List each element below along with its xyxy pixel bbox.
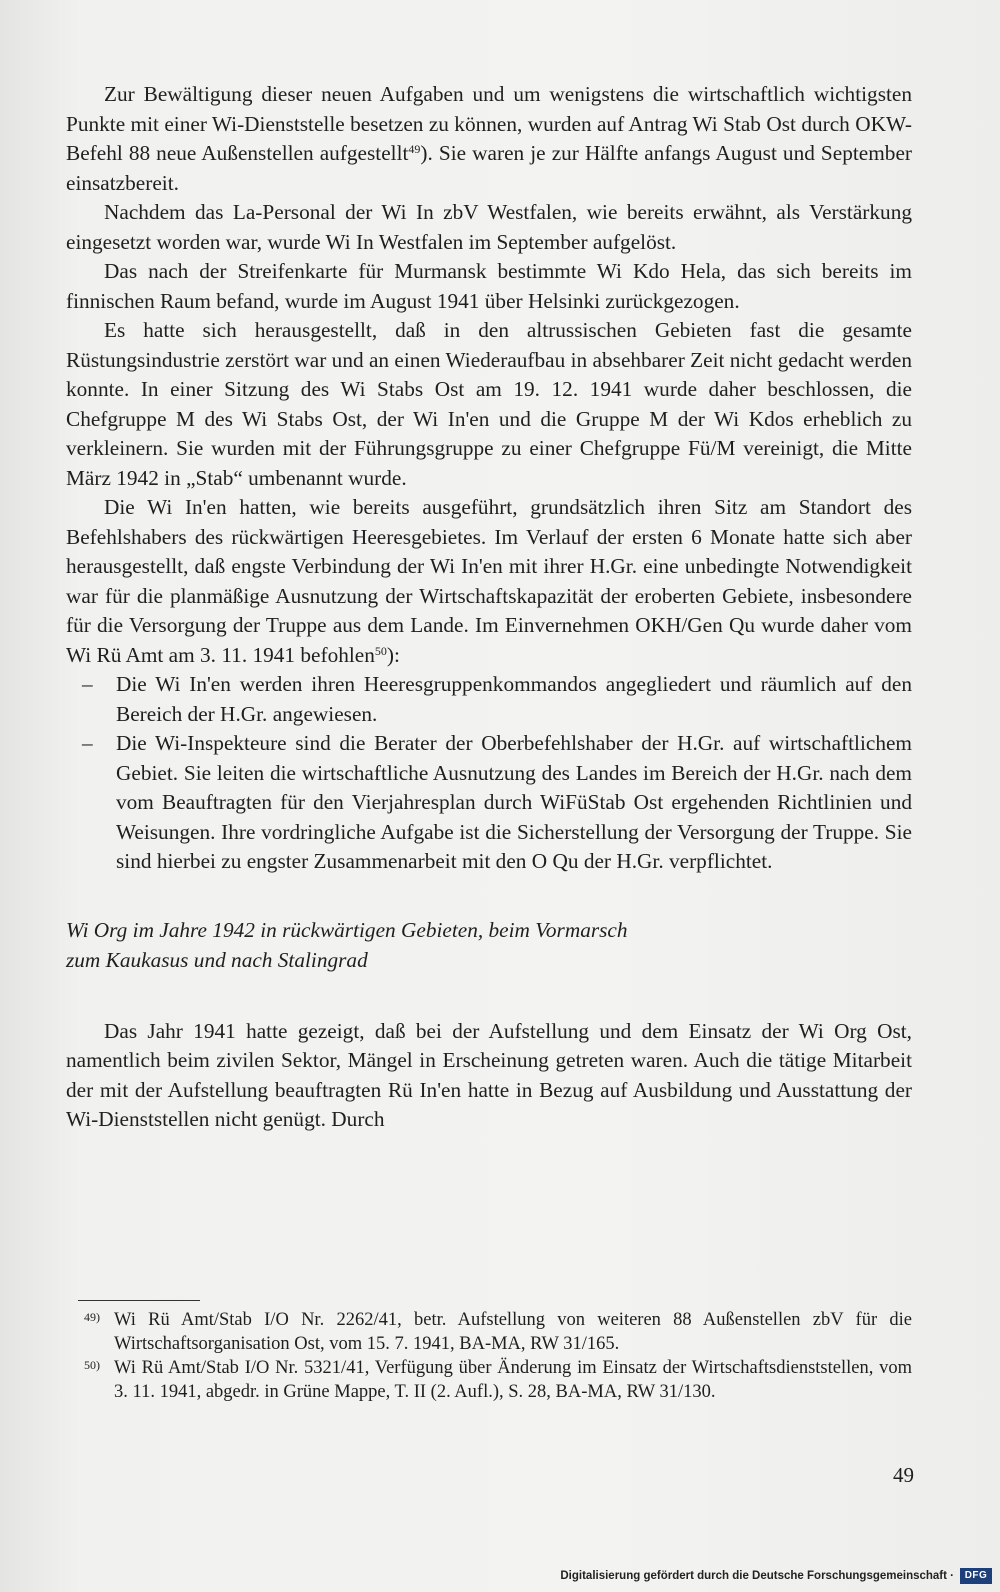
dash-bullet: –: [82, 672, 93, 696]
paragraph-4: Es hatte sich herausgestellt, daß in den altrussischen Gebieten fast die gesamte Rüstungsindustrie zerstört war und an einen Wiederaufbau in absehbarer Zeit nicht gedacht werden konnte. In einer Sitzung des Wi Stabs Ost am 19. 12. 1941 wurde daher beschlossen, die Chefgruppe M des Wi Stabs Ost, der Wi In'en und die Gruppe M der Wi Kdos erheblich zu verkleinern. Sie wurden mit der Führungsgruppe zu einer Chefgruppe Fü/M vereinigt, die Mitte März 1942 in „Stab“ umbenannt wurde.: [66, 318, 912, 490]
footnote-divider: [78, 1300, 200, 1301]
main-text: [66, 80, 912, 1135]
paragraph-5: Die Wi In'en hatten, wie bereits ausgeführt, grundsätzlich ihren Sitz am Standort des Befehlshabers des rückwärtigen Heeresgebietes. Im Verlauf der ersten 6 Monate hatte sich aber herausgestellt, daß engste Verbindung der Wi In'en mit ihrer H.Gr. eine unbedingte Notwendigkeit war für die planmäßige Ausnutzung der Wirtschaftskapazität der eroberten Gebiete, insbesondere für die Versorgung der Truppe aus dem Lande. Im Einvernehmen OKH/Gen Qu wurde daher vom Wi Rü Amt am 3. 11. 1941 befohlen$^{50}$):: [66, 495, 912, 667]
order-list: [66, 670, 912, 877]
page-number: 49: [893, 1463, 914, 1487]
list-item: – Die Wi-Inspekteure sind die Berater der Oberbefehlshaber der H.Gr. auf wirtschaftlichem Gebiet. Sie leiten die wirtschaftliche Ausnutzung des Landes im Bereich der H.Gr. nach dem vom Beauftragten für den Vierjahresplan durch WiFüStab Ost ergehenden Richtlinien und Weisungen. Ihre vordringliche Aufgabe ist die Sicherstellung der Versorgung der Truppe. Sie sind hierbei zu engster Zusammenarbeit mit den O Qu der H.Gr. verpflichtet.: [82, 731, 912, 873]
dfg-logo-icon: DFG: [960, 1568, 992, 1584]
footnotes: [72, 1308, 912, 1404]
footnote-50: 50) Wi Rü Amt/Stab I/O Nr. 5321/41, Verfügung über Änderung im Einsatz der Wirtschaftsdienststellen, vom 3. 11. 1941, abgedr. in Grüne Mappe, T. II (2. Aufl.), S. 28, BA-MA, RW 31/130.: [72, 1356, 912, 1404]
list-item: – Die Wi In'en werden ihren Heeresgruppenkommandos angegliedert und räumlich auf den Bereich der H.Gr. angewiesen.: [82, 672, 912, 726]
footnote-49: 49) Wi Rü Amt/Stab I/O Nr. 2262/41, betr. Aufstellung von weiteren 88 Außenstellen zbV für die Wirtschaftsorganisation Ost, vom 15. 7. 1941, BA-MA, RW 31/165.: [72, 1308, 912, 1356]
footnote-mark: 49): [84, 1310, 100, 1324]
dash-bullet: –: [82, 731, 93, 755]
paragraph-1: Zur Bewältigung dieser neuen Aufgaben und um wenigstens die wirtschaftlich wichtigsten Punkte mit einer Wi-Dienststelle besetzen zu können, wurden auf Antrag Wi Stab Ost durch OKW-Befehl 88 neue Außenstellen aufgestellt$^{49}$). Sie waren je zur Hälfte anfangs August und September einsatzbereit.: [66, 82, 913, 195]
paragraph-6: Das Jahr 1941 hatte gezeigt, daß bei der Aufstellung und dem Einsatz der Wi Org Ost, namentlich beim zivilen Sektor, Mängel in Erscheinung getreten waren. Auch die tätige Mitarbeit der mit der Aufstellung beauftragten Rü In'en hatte in Bezug auf Ausbildung und Ausstattung der Wi-Dienststellen nicht genügt. Durch: [66, 1018, 912, 1131]
paragraph-2: Nachdem das La-Personal der Wi In zbV Westfalen, wie bereits erwähnt, als Verstärkung eingesetzt worden war, wurde Wi In Westfalen im September aufgelöst.: [66, 200, 912, 254]
digitization-credit: Digitalisierung gefördert durch die Deutsche Forschungsgemeinschaft ·: [560, 1570, 954, 1582]
footnote-mark: 50): [84, 1358, 100, 1372]
paragraph-3: Das nach der Streifenkarte für Murmansk bestimmte Wi Kdo Hela, das sich bereits im finnischen Raum befand, wurde im August 1941 über Helsinki zurückgezogen.: [66, 259, 912, 313]
footnote-ref-50[interactable]: 50: [374, 643, 387, 658]
footnote-ref-49[interactable]: 49: [408, 142, 421, 156]
section-heading: Wi Org im Jahre 1942 in rückwärtigen Gebieten, beim Vormarsch zum Kaukasus und nach Stalingrad: [66, 917, 628, 972]
